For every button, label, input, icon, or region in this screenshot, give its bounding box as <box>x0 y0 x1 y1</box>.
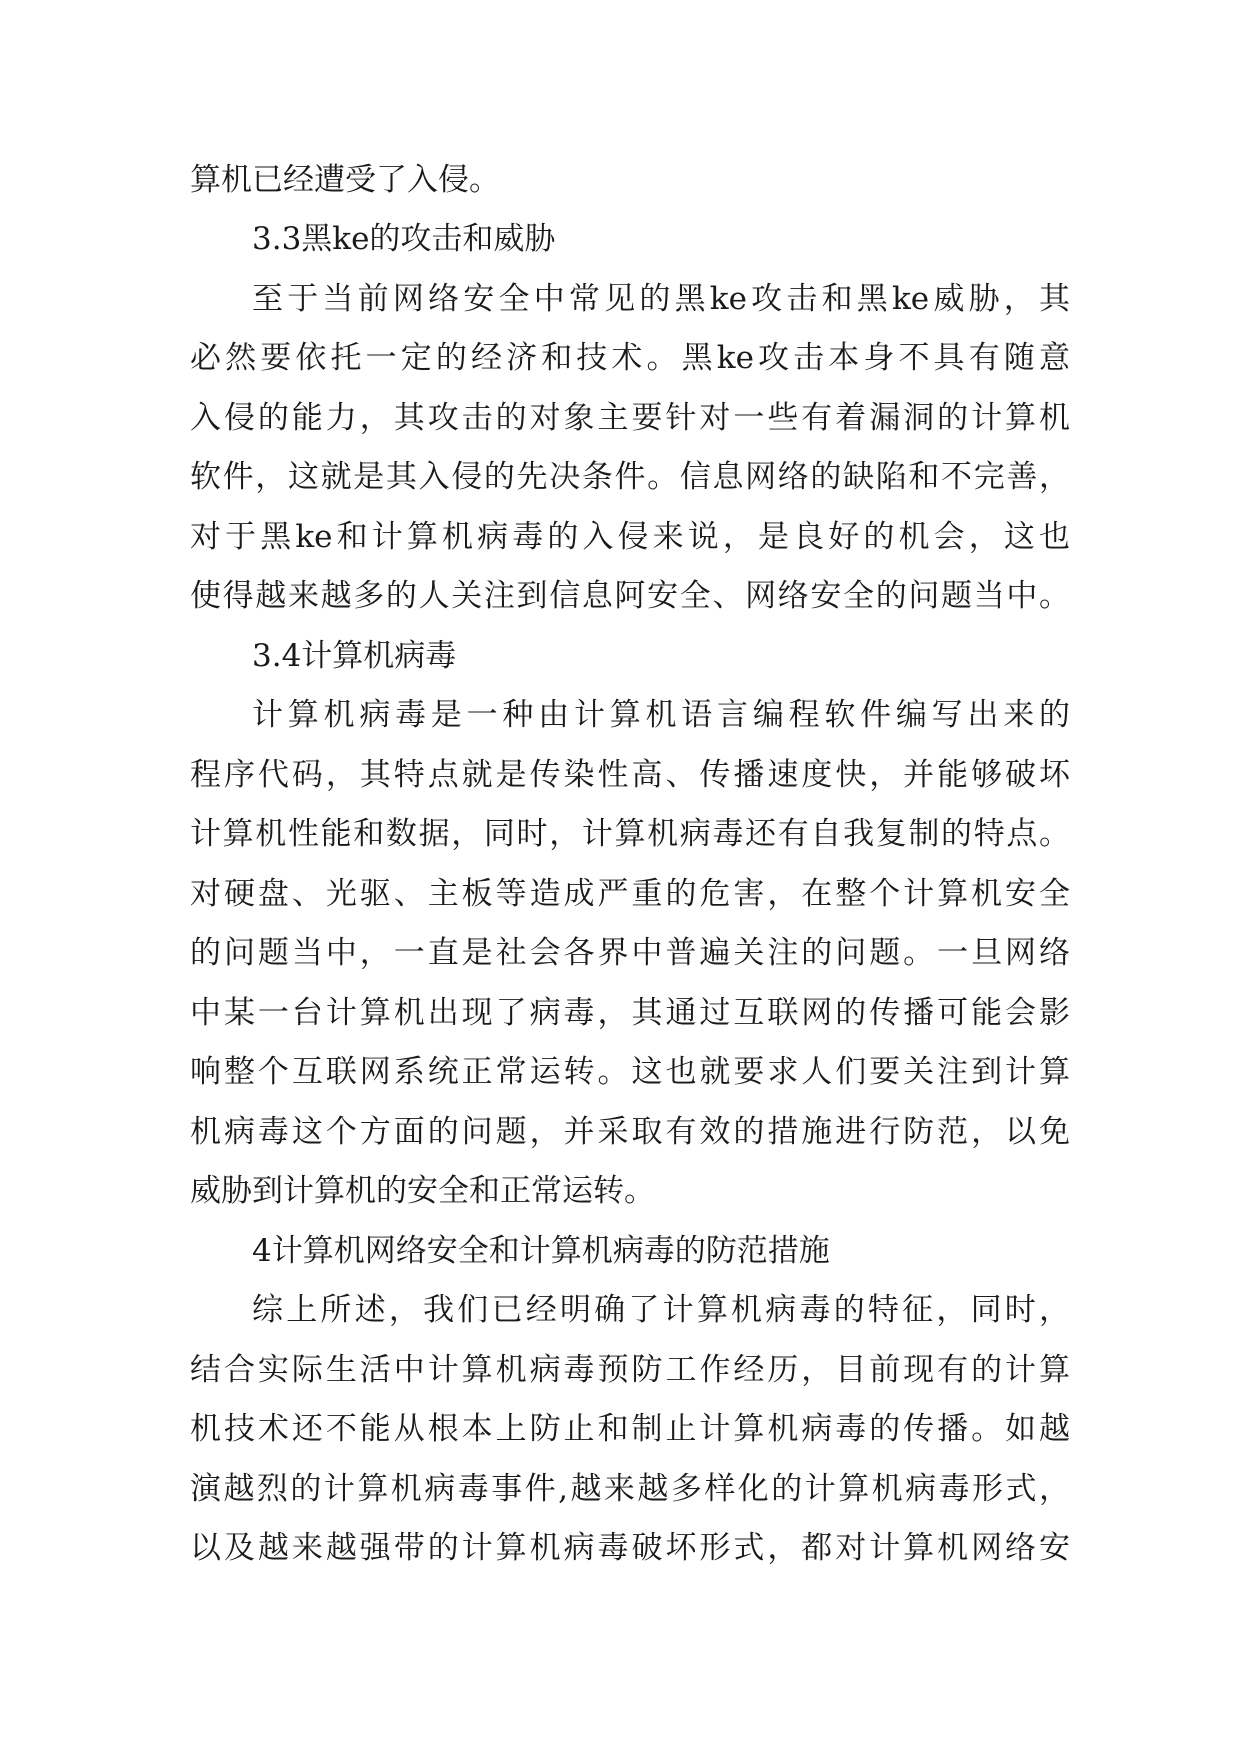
paragraph-line: 以及越来越强带的计算机病毒破坏形式，都对计算机网络安 <box>190 1530 1070 1566</box>
section-heading-3-4: 3.4计算机病毒 <box>252 638 457 674</box>
paragraph-line: 响整个互联网系统正常运转。这也就要求人们要关注到计算 <box>190 1054 1070 1090</box>
paragraph-line: 计算机性能和数据，同时，计算机病毒还有自我复制的特点。 <box>190 816 1070 852</box>
paragraph-line: 对于黑ke和计算机病毒的入侵来说，是良好的机会，这也 <box>190 519 1070 555</box>
paragraph-line: 程序代码，其特点就是传染性高、传播速度快，并能够破坏 <box>190 757 1070 793</box>
paragraph-line: 至于当前网络安全中常见的黑ke攻击和黑ke威胁，其 <box>252 281 1070 317</box>
paragraph-line: 威胁到计算机的安全和正常运转。 <box>190 1173 655 1209</box>
paragraph-line: 计算机病毒是一种由计算机语言编程软件编写出来的 <box>252 697 1070 733</box>
paragraph-line: 对硬盘、光驱、主板等造成严重的危害，在整个计算机安全 <box>190 876 1070 912</box>
paragraph-line: 的问题当中，一直是社会各界中普遍关注的问题。一旦网络 <box>190 935 1070 971</box>
paragraph-line: 必然要依托一定的经济和技术。黑ke攻击本身不具有随意 <box>190 340 1070 376</box>
paragraph-line: 演越烈的计算机病毒事件,越来越多样化的计算机病毒形式， <box>190 1471 1070 1507</box>
section-heading-3-3: 3.3黑ke的攻击和威胁 <box>252 221 556 257</box>
paragraph-line: 使得越来越多的人关注到信息阿安全、网络安全的问题当中。 <box>190 578 1070 614</box>
paragraph-line: 综上所述，我们已经明确了计算机病毒的特征，同时， <box>252 1292 1070 1328</box>
section-heading-4: 4计算机网络安全和计算机病毒的防范措施 <box>252 1233 830 1269</box>
paragraph-line: 中某一台计算机出现了病毒，其通过互联网的传播可能会影 <box>190 995 1070 1031</box>
paragraph-line: 算机已经遭受了入侵。 <box>190 162 500 198</box>
paragraph-line: 结合实际生活中计算机病毒预防工作经历，目前现有的计算 <box>190 1352 1070 1388</box>
paragraph-line: 入侵的能力，其攻击的对象主要针对一些有着漏洞的计算机 <box>190 400 1070 436</box>
paragraph-line: 机技术还不能从根本上防止和制止计算机病毒的传播。如越 <box>190 1411 1070 1447</box>
paragraph-line: 机病毒这个方面的问题，并采取有效的措施进行防范，以免 <box>190 1114 1070 1150</box>
paragraph-line: 软件，这就是其入侵的先决条件。信息网络的缺陷和不完善， <box>190 459 1070 495</box>
